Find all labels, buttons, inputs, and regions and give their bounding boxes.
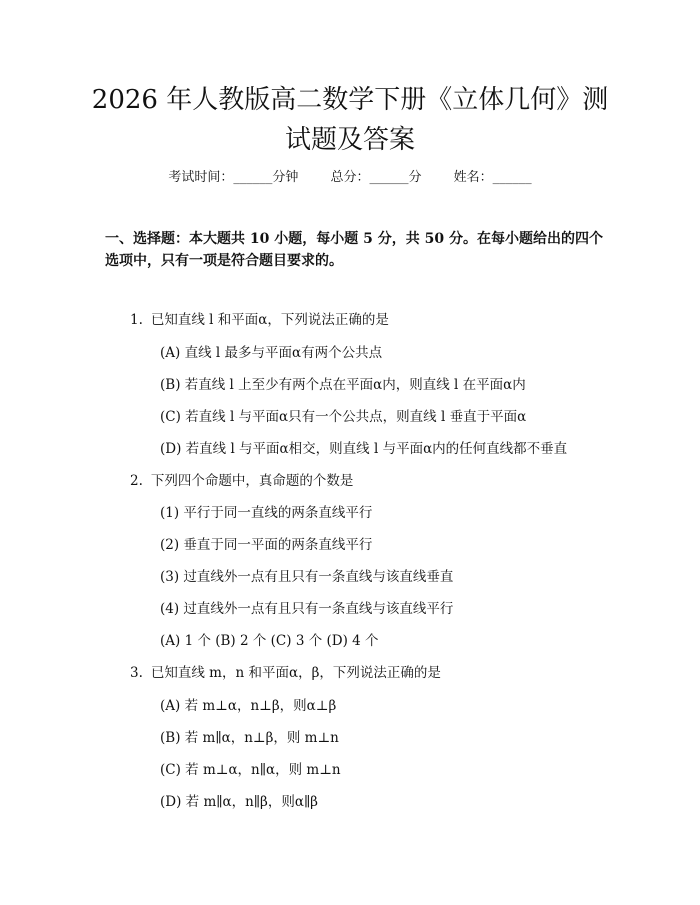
- question-2-statement-4: (4) 过直线外一点有且只有一条直线与该直线平行: [160, 601, 454, 617]
- question-3: [130, 663, 441, 683]
- exam-info-row: [0, 168, 700, 188]
- question-stem: 已知直线 l 和平面α，下列说法正确的是: [150, 312, 389, 328]
- question-1-option-c: (C) 若直线 l 与平面α只有一个公共点，则直线 l 垂直于平面α: [160, 409, 527, 425]
- question-number: 3.: [130, 665, 143, 681]
- student-name-field: 姓名：______: [453, 170, 532, 185]
- question-2-options: (A) 1 个 (B) 2 个 (C) 3 个 (D) 4 个: [160, 633, 379, 649]
- exam-time-field: 考试时间：______分钟: [168, 170, 299, 185]
- question-number: 2.: [130, 473, 143, 489]
- question-stem: 已知直线 m，n 和平面α，β，下列说法正确的是: [150, 665, 441, 681]
- question-1-option-a: (A) 直线 l 最多与平面α有两个公共点: [160, 345, 383, 361]
- question-3-option-d: (D) 若 m∥α，n∥β，则α∥β: [160, 794, 318, 810]
- question-2-statement-3: (3) 过直线外一点有且只有一条直线与该直线垂直: [160, 569, 454, 585]
- question-3-option-b: (B) 若 m∥α，n⊥β，则 m⊥n: [160, 730, 339, 746]
- total-score-field: 总分：______分: [330, 170, 422, 185]
- document-title-line-2: 试题及答案: [284, 125, 415, 155]
- question-1-option-b: (B) 若直线 l 上至少有两个点在平面α内，则直线 l 在平面α内: [160, 377, 526, 393]
- section-heading-multiple-choice: 一、选择题：本大题共 10 小题，每小题 5 分，共 50 分。在每小题给出的四个选项中，只有一项是符合题目要求的。: [105, 231, 603, 269]
- document-title-line-1: 2026 年人教版高二数学下册《立体几何》测: [91, 85, 609, 115]
- question-2-statement-2: (2) 垂直于同一平面的两条直线平行: [160, 537, 373, 553]
- question-stem: 下列四个命题中，真命题的个数是: [150, 473, 354, 489]
- question-1-option-d: (D) 若直线 l 与平面α相交，则直线 l 与平面α内的任何直线都不垂直: [160, 441, 568, 457]
- question-2-statement-1: (1) 平行于同一直线的两条直线平行: [160, 505, 373, 521]
- question-2: [130, 471, 353, 491]
- question-number: 1.: [130, 312, 143, 328]
- question-1: [130, 310, 389, 330]
- question-3-option-a: (A) 若 m⊥α，n⊥β，则α⊥β: [160, 698, 337, 714]
- question-3-option-c: (C) 若 m⊥α，n∥α，则 m⊥n: [160, 762, 341, 778]
